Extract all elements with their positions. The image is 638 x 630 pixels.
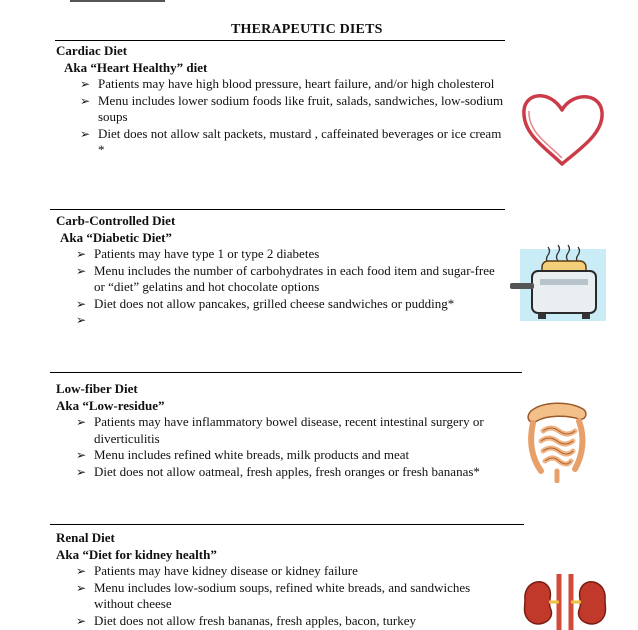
list-item: ➢ Patients may have type 1 or type 2 diabetes xyxy=(76,246,320,261)
arrow-bullet-icon: ➢ xyxy=(76,296,87,311)
renal-diet-section xyxy=(56,530,506,629)
section-heading: Low-fiber Diet xyxy=(56,381,138,396)
arrow-bullet-icon: ➢ xyxy=(76,247,87,261)
section-aka: Aka “Diet for kidney health” xyxy=(56,546,217,562)
list-item: ➢ Patients may have inflammatory bowel disease, recent intestinal surgery or diverticulitis xyxy=(76,414,484,446)
arrow-bullet-icon: ➢ xyxy=(76,415,87,429)
list-item: ➢ Menu includes low-sodium soups, refined white breads, and sandwiches without cheese xyxy=(76,579,471,611)
arrow-bullet-icon: ➢ xyxy=(80,93,91,108)
bullet-list xyxy=(56,76,506,159)
section-heading: Renal Diet xyxy=(56,530,115,545)
section-divider xyxy=(50,209,505,210)
toaster-image xyxy=(508,243,610,323)
list-item: ➢ Menu includes lower sodium foods like fruit, salads, sandwiches, low-sodium soups xyxy=(80,92,504,124)
low-fiber-diet-section xyxy=(56,381,506,480)
section-aka: Aka “Heart Healthy” diet xyxy=(64,59,208,75)
arrow-bullet-icon: ➢ xyxy=(80,77,91,91)
arrow-bullet-icon: ➢ xyxy=(76,313,87,327)
heart-outline-image xyxy=(516,84,608,170)
section-aka: Aka “Low-residue” xyxy=(56,397,165,413)
list-item: ➢ Menu includes refined white breads, milk products and meat xyxy=(76,447,410,462)
title-divider xyxy=(55,40,505,41)
bullet-list xyxy=(56,246,506,328)
section-heading: Carb-Controlled Diet xyxy=(56,213,176,228)
bullet-list xyxy=(56,414,506,480)
list-item xyxy=(56,312,506,328)
section-divider xyxy=(50,372,522,373)
intestines-image xyxy=(523,397,591,483)
page-title: THERAPEUTIC DIETS xyxy=(231,22,383,37)
arrow-bullet-icon: ➢ xyxy=(80,126,91,141)
section-heading: Cardiac Diet xyxy=(56,43,128,58)
arrow-bullet-icon: ➢ xyxy=(76,448,87,462)
list-item: ➢ Diet does not allow pancakes, grilled cheese sandwiches or pudding* xyxy=(76,295,455,311)
list-item: ➢ Diet does not allow fresh bananas, fresh apples, bacon, turkey xyxy=(76,612,417,628)
section-aka: Aka “Diabetic Diet” xyxy=(60,229,172,245)
list-item: ➢ Patients may have high blood pressure, heart failure, and/or high cholesterol xyxy=(80,76,495,91)
list-item: ➢ Diet does not allow salt packets, mustard , caffeinated beverages or ice cream * xyxy=(80,125,502,157)
list-item: ➢ Menu includes the number of carbohydrates in each food item and sugar-free or “diet” gelatins and hot chocolate options xyxy=(76,262,495,294)
top-edge-mark xyxy=(70,0,165,2)
arrow-bullet-icon: ➢ xyxy=(76,464,87,479)
arrow-bullet-icon: ➢ xyxy=(76,263,87,278)
section-divider xyxy=(50,524,524,525)
bullet-list xyxy=(56,563,506,629)
arrow-bullet-icon: ➢ xyxy=(76,613,87,628)
kidneys-image xyxy=(515,572,615,630)
arrow-bullet-icon: ➢ xyxy=(76,564,87,578)
list-item: ➢ Diet does not allow oatmeal, fresh apples, fresh oranges or fresh bananas* xyxy=(76,463,480,479)
list-item: ➢ Patients may have kidney disease or kidney failure xyxy=(76,563,358,578)
arrow-bullet-icon: ➢ xyxy=(76,580,87,595)
carb-controlled-diet-section xyxy=(56,213,506,328)
cardiac-diet-section xyxy=(56,43,506,159)
